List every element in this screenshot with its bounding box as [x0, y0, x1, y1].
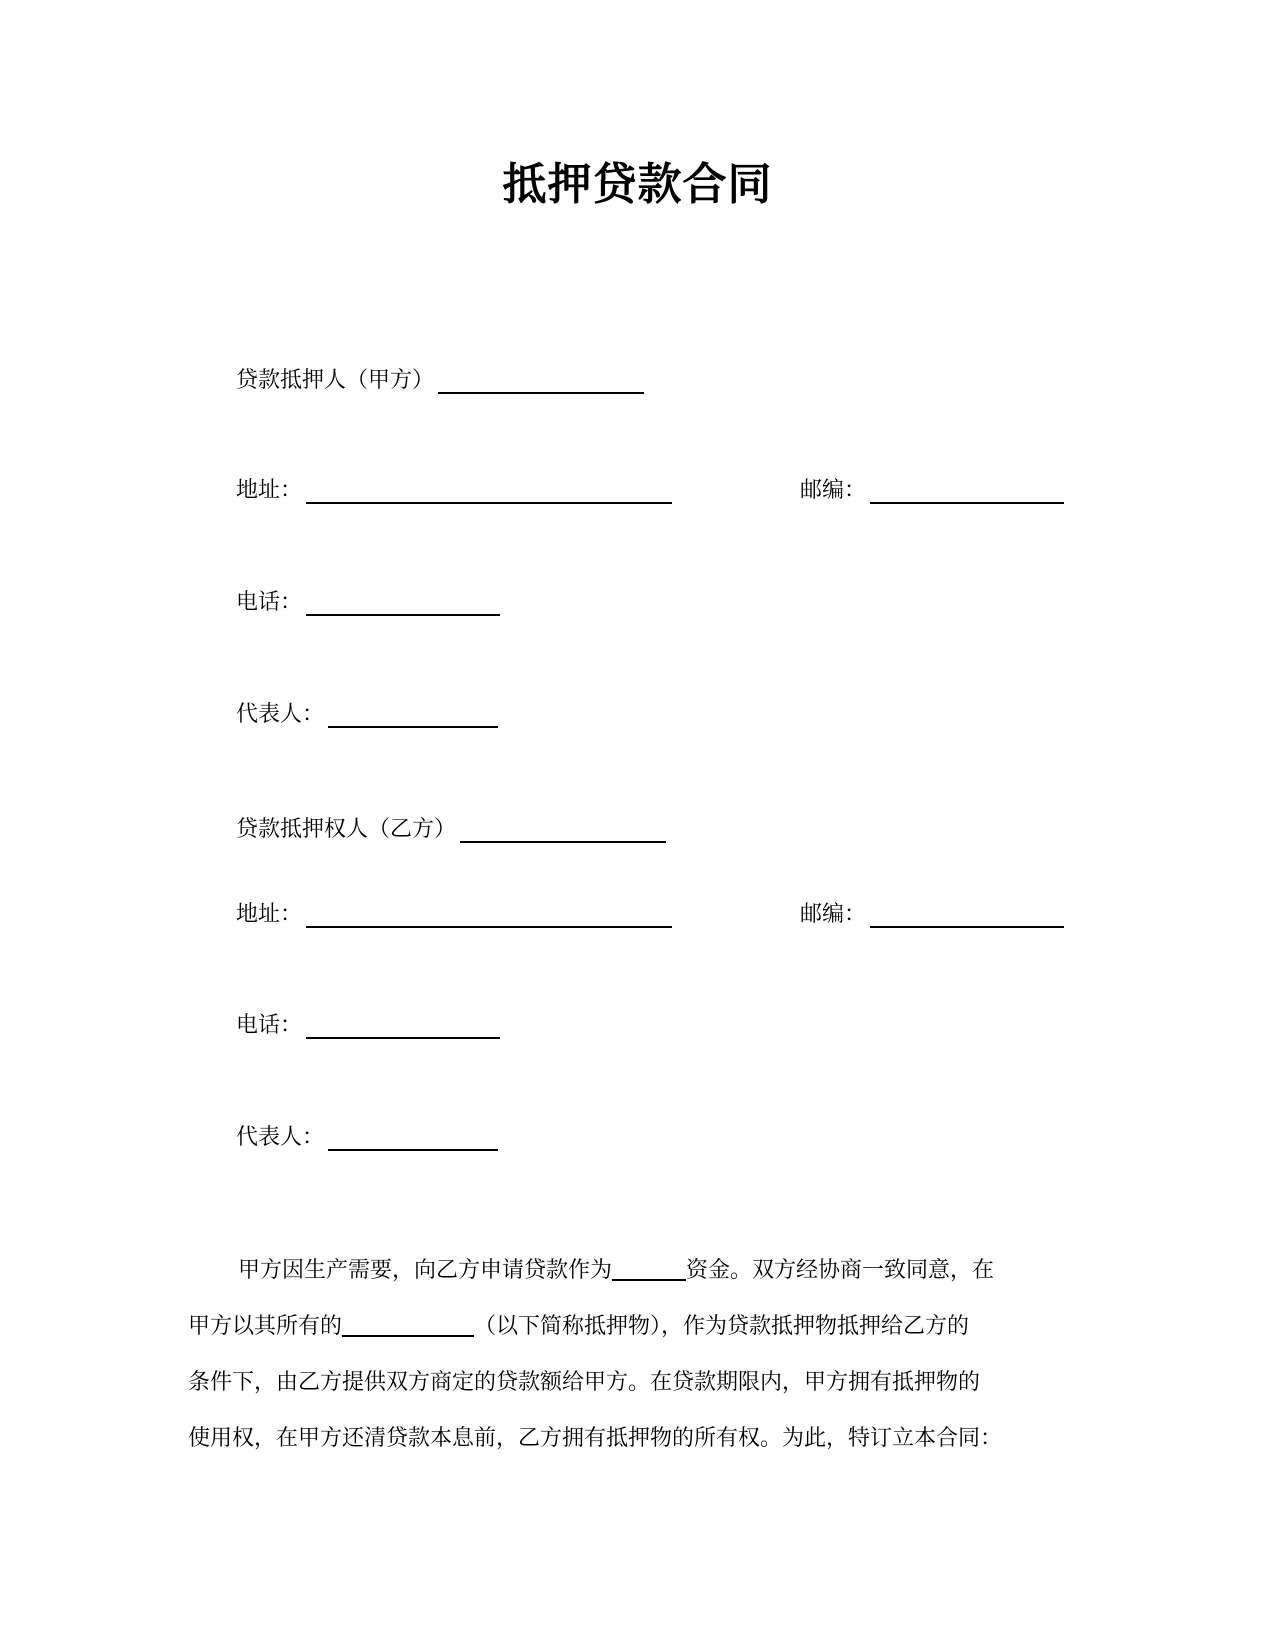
- party-a-address-blank[interactable]: [306, 476, 672, 504]
- party-a-heading: 贷款抵押人（甲方）: [236, 368, 435, 393]
- party-a-address-label: 地址：: [236, 478, 303, 503]
- contract-preamble: [188, 1243, 1088, 1467]
- fund-purpose-blank[interactable]: [612, 1255, 686, 1281]
- party-b-phone-blank[interactable]: [306, 1011, 500, 1039]
- preamble-line-1-part-a: 甲方因生产需要，向乙方申请贷款作为: [238, 1258, 613, 1283]
- preamble-line-2: [188, 1299, 1088, 1355]
- party-b-postcode-row: [800, 897, 1064, 928]
- party-a-phone-row: [236, 585, 500, 616]
- party-b-name-blank[interactable]: [460, 815, 666, 843]
- document-title: 抵押贷款合同: [502, 159, 773, 210]
- party-b-heading: 贷款抵押权人（乙方）: [236, 817, 457, 842]
- party-a-postcode-label: 邮编：: [800, 478, 867, 503]
- party-a-postcode-blank[interactable]: [870, 476, 1064, 504]
- preamble-line-1: [188, 1243, 1088, 1299]
- party-b-postcode-blank[interactable]: [870, 900, 1064, 928]
- party-b-representative-blank[interactable]: [328, 1123, 498, 1151]
- party-a-postcode-row: [800, 473, 1064, 504]
- party-a-phone-label: 电话：: [236, 590, 303, 615]
- party-b-phone-label: 电话：: [236, 1013, 303, 1038]
- preamble-line-4: 使用权，在甲方还清贷款本息前，乙方拥有抵押物的所有权。为此，特订立本合同：: [188, 1426, 1003, 1451]
- party-a-phone-blank[interactable]: [306, 588, 500, 616]
- preamble-line-2-part-b: （以下简称抵押物），作为贷款抵押物抵押给乙方的: [474, 1314, 970, 1339]
- party-b-postcode-label: 邮编：: [800, 902, 867, 927]
- party-a-heading-row: [236, 363, 644, 394]
- party-a-representative-blank[interactable]: [328, 700, 498, 728]
- party-b-address-row: [236, 897, 672, 928]
- party-b-phone-row: [236, 1008, 500, 1039]
- party-a-representative-row: [236, 697, 498, 728]
- party-a-name-blank[interactable]: [438, 366, 644, 394]
- preamble-line-2-part-a: 甲方以其所有的: [188, 1314, 343, 1339]
- party-b-representative-label: 代表人：: [236, 1125, 325, 1150]
- party-a-address-row: [236, 473, 672, 504]
- party-b-representative-row: [236, 1120, 498, 1151]
- party-b-address-label: 地址：: [236, 902, 303, 927]
- preamble-line-3: 条件下，由乙方提供双方商定的贷款额给甲方。在贷款期限内，甲方拥有抵押物的: [188, 1370, 981, 1395]
- party-a-representative-label: 代表人：: [236, 702, 325, 727]
- party-b-address-blank[interactable]: [306, 900, 672, 928]
- preamble-line-1-part-b: 资金。双方经协商一致同意，在: [686, 1258, 995, 1283]
- collateral-item-blank[interactable]: [342, 1311, 474, 1337]
- party-b-heading-row: [236, 812, 666, 843]
